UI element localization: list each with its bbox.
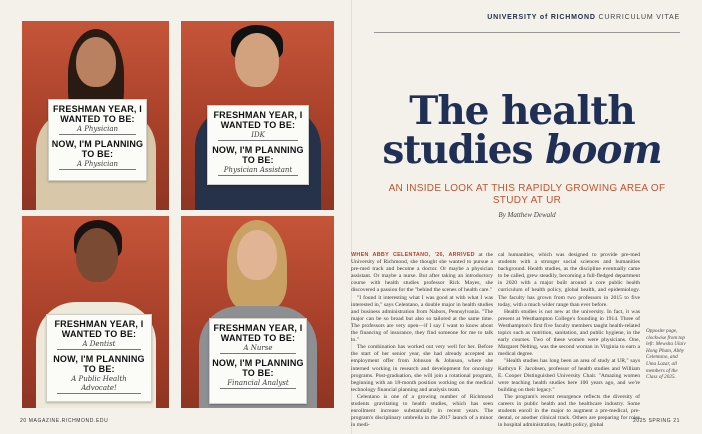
col1-paragraph-3: The combination has worked out very well for her. Before the start of her senior year, she had already accepted an employment offer from Johnson & Johnson, where she interned working in research and development for oncology programs. Post-graduation, she will join a rotational program, beginning with an 18-month position working on the medical technology financial planning and analysis team. xyxy=(351,344,493,393)
article-deck: AN INSIDE LOOK AT THIS RAPIDLY GROWING AREA OF STUDY AT UR xyxy=(388,183,666,206)
sign-3-answer-2: A Public Health Advocate! xyxy=(57,375,141,394)
title-line-2-roman: studies xyxy=(382,127,546,173)
sign-3-question-1: FRESHMAN YEAR, I WANTED TO BE: xyxy=(54,319,144,339)
left-page-folio: 20 MAGAZINE.RICHMOND.EDU xyxy=(20,418,109,424)
portrait-photo-bottom-right xyxy=(181,216,334,408)
col2-paragraph-2: Health studies is not new at the university. In fact, it was present at Westhampton College's founding in 1914. Three of Westhampton's first five faculty members taught health-related topics such as nutrition, sanitation, and public hygiene, in the early courses. Two of these women were physicians. One, Margaret Nelting, was the second woman in Virginia to earn a medical degree. xyxy=(498,308,640,358)
running-head-section: CURRICULUM VITAE xyxy=(598,14,680,21)
header-rule xyxy=(374,32,680,33)
col1-paragraph-2: "I found it interesting what I was good at with what I was interested in," says Celentano, a double major in health studies and business administration from Nabors, Pennsylvania. "The major can be so broad but also so tailored at the same time. The professors are very open—if I say I want to know about the financing of insurance, they find someone for me to talk to." xyxy=(351,294,493,344)
col2-paragraph-3: "Health studies has long been an area of study at UR," says Kathryn F. Jacobsen, professor of health studies and William E. Cooper Distinguished University Chair. "Amazing women were teaching health studies here 100 years ago, and we're building on their legacy." xyxy=(498,358,640,393)
article-lead-in: WHEN ABBY CELENTANO, '26, ARRIVED xyxy=(351,252,475,258)
sign-2 xyxy=(207,105,309,185)
sign-3-question-2: NOW, I'M PLANNING TO BE: xyxy=(53,354,145,374)
col1-paragraph-4: Celentano is one of a growing number of Richmond students gravitating to health studies, which has seen enrollment increase substantially in recent years. The program's disciplinary umbrella in the 2017 launch of a minor in medi- xyxy=(351,393,493,429)
running-head-publication: UNIVERSITY of RICHMOND xyxy=(487,14,596,21)
title-line-2-italic: boom xyxy=(545,127,662,173)
sign-2-answer-2: Physician Assistant xyxy=(218,166,298,176)
portrait-photo-bottom-left xyxy=(22,216,169,408)
sign-4-answer-1: A Nurse xyxy=(220,344,296,354)
article-column-2 xyxy=(498,252,640,429)
sign-3 xyxy=(46,314,152,402)
sign-4-answer-2: Financial Analyst xyxy=(220,379,296,389)
col1-paragraph-1-text: at the University of Richmond, she thought she wanted to pursue a pre-med track and become a doctor. Or maybe a physician assistant. Or maybe a nurse. But after taking an introductory course with health studies professor Rick Mayes, she discovered a passion for the "behind the scenes of health care." xyxy=(351,252,494,294)
running-head xyxy=(487,14,680,21)
sign-1-answer-2: A Physician xyxy=(59,160,136,170)
article-title xyxy=(362,88,682,173)
sign-1 xyxy=(48,99,147,181)
right-page-folio: 2025 SPRING 21 xyxy=(632,418,680,424)
sign-4-question-2: NOW, I'M PLANNING TO BE: xyxy=(212,358,304,378)
sign-2-question-2: NOW, I'M PLANNING TO BE: xyxy=(212,145,304,165)
sign-4-question-1: FRESHMAN YEAR, I WANTED TO BE: xyxy=(213,323,303,343)
sign-4 xyxy=(209,318,307,404)
title-line-2 xyxy=(362,127,682,173)
article-column-1 xyxy=(351,252,493,429)
col1-paragraph-1 xyxy=(351,252,493,295)
portrait-photo-top-left xyxy=(22,21,169,210)
sign-2-answer-1: IDK xyxy=(218,131,298,141)
col2-paragraph-1: cal humanities, which was designed to provide pre-med students with a stronger social sciences and humanities background. Health studies, as the discipline eventually came to be called, grew steadily, becoming a full-fledged department in 2020 with a major built around a core public health curriculum of health policy, global health, and epidemiology. The faculty has grown from two professors in 2015 to five today, with a much wider range than ever before. xyxy=(498,252,640,308)
photo-caption: Opposite page, clockwise from top left: Mewsha Ulaiv Hong Pham, Abby Celentano, and Uma Lazar, all members of the Class of 2025. xyxy=(646,328,686,381)
sign-1-question-1: FRESHMAN YEAR, I WANTED TO BE: xyxy=(52,104,143,124)
sign-2-question-1: FRESHMAN YEAR, I WANTED TO BE: xyxy=(213,110,303,130)
sign-1-question-2: NOW, I'M PLANNING TO BE: xyxy=(51,139,144,159)
sign-3-answer-1: A Dentist xyxy=(57,340,141,350)
article-byline: By Matthew Dewald xyxy=(498,211,556,219)
col2-paragraph-4: The program's recent resurgence reflects the diversity of careers in public health and the healthcare industry. Some students enroll in the major to augment a pre-medical, pre-dental, or another clinical track. Others are preparing for roles in hospital administration, health policy, global xyxy=(498,393,640,429)
portrait-photo-top-right xyxy=(181,21,334,210)
title-line-1: The health xyxy=(409,88,635,134)
sign-1-answer-1: A Physician xyxy=(59,125,136,135)
